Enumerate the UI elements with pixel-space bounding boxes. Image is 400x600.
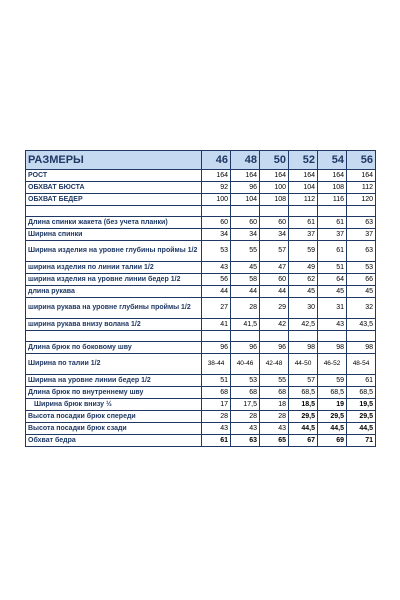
value-cell: 44,5 (347, 423, 376, 435)
value-cell: 98 (318, 342, 347, 354)
value-cell: 42 (260, 319, 289, 331)
value-cell: 34 (202, 229, 231, 241)
value-cell: 61 (289, 217, 318, 229)
value-cell: 27 (202, 298, 231, 319)
row-label: ОБХВАТ БЕДЕР (26, 194, 202, 206)
value-cell: 17,5 (231, 399, 260, 411)
value-cell: 41 (202, 319, 231, 331)
value-cell: 60 (231, 217, 260, 229)
value-cell: 28 (260, 411, 289, 423)
table-row (26, 170, 376, 182)
value-cell (318, 331, 347, 342)
value-cell: 60 (260, 274, 289, 286)
value-cell (347, 206, 376, 217)
value-cell: 53 (231, 375, 260, 387)
value-cell: 164 (347, 170, 376, 182)
value-cell: 18,5 (289, 399, 318, 411)
value-cell: 55 (260, 375, 289, 387)
value-cell (347, 331, 376, 342)
size-header-cell: 46 (202, 151, 231, 170)
value-cell: 108 (318, 182, 347, 194)
size-chart-sheet (25, 150, 376, 447)
value-cell: 18 (260, 399, 289, 411)
value-cell: 43 (260, 423, 289, 435)
value-cell (202, 331, 231, 342)
value-cell: 68,5 (318, 387, 347, 399)
value-cell: 68,5 (347, 387, 376, 399)
value-cell: 43 (202, 262, 231, 274)
table-row (26, 375, 376, 387)
value-cell: 66 (347, 274, 376, 286)
value-cell: 17 (202, 399, 231, 411)
value-cell: 19,5 (347, 399, 376, 411)
row-label: Ширина по талии 1/2 (26, 354, 202, 375)
value-cell: 29 (260, 298, 289, 319)
value-cell: 19 (318, 399, 347, 411)
value-cell: 63 (231, 435, 260, 447)
value-cell: 30 (289, 298, 318, 319)
value-cell: 60 (202, 217, 231, 229)
value-cell: 67 (289, 435, 318, 447)
value-cell: 29,5 (318, 411, 347, 423)
size-header-cell: 50 (260, 151, 289, 170)
row-label: Ширина спинки (26, 229, 202, 241)
row-label (26, 331, 202, 342)
value-cell: 68 (260, 387, 289, 399)
value-cell: 164 (231, 170, 260, 182)
value-cell: 40-46 (231, 354, 260, 375)
value-cell: 45 (231, 262, 260, 274)
value-cell: 44 (202, 286, 231, 298)
row-label: ширина изделия по линии талии 1/2 (26, 262, 202, 274)
blank-row (26, 206, 376, 217)
value-cell: 63 (347, 217, 376, 229)
value-cell: 108 (260, 194, 289, 206)
value-cell (289, 331, 318, 342)
value-cell: 46-52 (318, 354, 347, 375)
table-row (26, 354, 376, 375)
value-cell: 57 (289, 375, 318, 387)
row-label: ширина рукава на уровне глубины проймы 1/2 (26, 298, 202, 319)
row-label: ширина изделия на уровне линии бедер 1/2 (26, 274, 202, 286)
value-cell: 61 (202, 435, 231, 447)
value-cell: 69 (318, 435, 347, 447)
value-cell: 28 (231, 298, 260, 319)
value-cell: 48-54 (347, 354, 376, 375)
value-cell: 60 (260, 217, 289, 229)
value-cell: 29,5 (289, 411, 318, 423)
value-cell: 49 (289, 262, 318, 274)
value-cell: 37 (347, 229, 376, 241)
table-row (26, 229, 376, 241)
row-label: Обхват бедра (26, 435, 202, 447)
value-cell: 96 (231, 342, 260, 354)
table-row (26, 319, 376, 331)
value-cell: 41,5 (231, 319, 260, 331)
value-cell: 65 (260, 435, 289, 447)
table-row (26, 411, 376, 423)
value-cell: 164 (318, 170, 347, 182)
value-cell: 61 (347, 375, 376, 387)
value-cell: 28 (231, 411, 260, 423)
row-label: Длина брюк по внутреннему шву (26, 387, 202, 399)
value-cell: 44,5 (318, 423, 347, 435)
value-cell: 96 (260, 342, 289, 354)
value-cell: 44,5 (289, 423, 318, 435)
value-cell: 51 (202, 375, 231, 387)
table-row (26, 217, 376, 229)
value-cell: 68 (231, 387, 260, 399)
value-cell: 104 (231, 194, 260, 206)
value-cell: 45 (347, 286, 376, 298)
value-cell: 68 (202, 387, 231, 399)
table-row (26, 423, 376, 435)
value-cell: 34 (260, 229, 289, 241)
value-cell: 51 (318, 262, 347, 274)
size-table (25, 150, 376, 447)
value-cell: 34 (231, 229, 260, 241)
row-label: ширина рукава внизу волана 1/2 (26, 319, 202, 331)
table-row (26, 435, 376, 447)
row-label: Ширина на уровне линии бедер 1/2 (26, 375, 202, 387)
value-cell: 42,5 (289, 319, 318, 331)
size-header-cell: 54 (318, 151, 347, 170)
value-cell: 61 (318, 241, 347, 262)
size-header-cell: 52 (289, 151, 318, 170)
value-cell: 164 (260, 170, 289, 182)
value-cell: 56 (202, 274, 231, 286)
value-cell: 53 (347, 262, 376, 274)
size-header-cell: 48 (231, 151, 260, 170)
value-cell: 32 (347, 298, 376, 319)
value-cell: 45 (289, 286, 318, 298)
value-cell: 100 (202, 194, 231, 206)
value-cell: 55 (231, 241, 260, 262)
value-cell: 43,5 (347, 319, 376, 331)
row-label: Длина брюк по боковому шву (26, 342, 202, 354)
value-cell: 58 (231, 274, 260, 286)
row-label: ОБХВАТ БЮСТА (26, 182, 202, 194)
value-cell: 96 (231, 182, 260, 194)
value-cell: 71 (347, 435, 376, 447)
value-cell: 42-48 (260, 354, 289, 375)
value-cell: 112 (289, 194, 318, 206)
value-cell: 64 (318, 274, 347, 286)
value-cell (289, 206, 318, 217)
row-label: Ширина брюк внизу ½ (26, 399, 202, 411)
table-row (26, 399, 376, 411)
value-cell: 112 (347, 182, 376, 194)
value-cell: 164 (202, 170, 231, 182)
value-cell: 45 (318, 286, 347, 298)
value-cell: 62 (289, 274, 318, 286)
table-row (26, 274, 376, 286)
row-label: длина рукава (26, 286, 202, 298)
value-cell: 31 (318, 298, 347, 319)
row-label: Ширина изделия на уровне глубины проймы 1/2 (26, 241, 202, 262)
value-cell: 164 (289, 170, 318, 182)
size-header-cell: 56 (347, 151, 376, 170)
value-cell (231, 331, 260, 342)
value-cell: 96 (202, 342, 231, 354)
value-cell: 44 (231, 286, 260, 298)
value-cell: 100 (260, 182, 289, 194)
value-cell: 44 (260, 286, 289, 298)
value-cell (318, 206, 347, 217)
row-label: Высота посадки брюк сзади (26, 423, 202, 435)
value-cell: 98 (347, 342, 376, 354)
table-row (26, 286, 376, 298)
table-row (26, 182, 376, 194)
value-cell: 44-50 (289, 354, 318, 375)
header-label: РАЗМЕРЫ (26, 151, 202, 170)
value-cell (260, 331, 289, 342)
value-cell (260, 206, 289, 217)
value-cell: 43 (318, 319, 347, 331)
value-cell: 61 (318, 217, 347, 229)
row-label (26, 206, 202, 217)
value-cell: 37 (318, 229, 347, 241)
row-label: РОСТ (26, 170, 202, 182)
row-label: Длина спинки жакета (без учета планки) (26, 217, 202, 229)
value-cell: 104 (289, 182, 318, 194)
value-cell: 59 (318, 375, 347, 387)
value-cell: 37 (289, 229, 318, 241)
value-cell: 53 (202, 241, 231, 262)
value-cell: 92 (202, 182, 231, 194)
value-cell: 38-44 (202, 354, 231, 375)
value-cell: 120 (347, 194, 376, 206)
value-cell: 57 (260, 241, 289, 262)
value-cell (202, 206, 231, 217)
value-cell: 43 (202, 423, 231, 435)
value-cell: 68,5 (289, 387, 318, 399)
value-cell: 47 (260, 262, 289, 274)
value-cell (231, 206, 260, 217)
table-row (26, 262, 376, 274)
table-row (26, 342, 376, 354)
table-row (26, 298, 376, 319)
table-row (26, 194, 376, 206)
value-cell: 116 (318, 194, 347, 206)
value-cell: 43 (231, 423, 260, 435)
row-label: Высота посадки брюк спереди (26, 411, 202, 423)
value-cell: 28 (202, 411, 231, 423)
value-cell: 59 (289, 241, 318, 262)
header-row (26, 151, 376, 170)
table-row (26, 241, 376, 262)
table-row (26, 387, 376, 399)
value-cell: 29,5 (347, 411, 376, 423)
blank-row (26, 331, 376, 342)
value-cell: 98 (289, 342, 318, 354)
value-cell: 63 (347, 241, 376, 262)
